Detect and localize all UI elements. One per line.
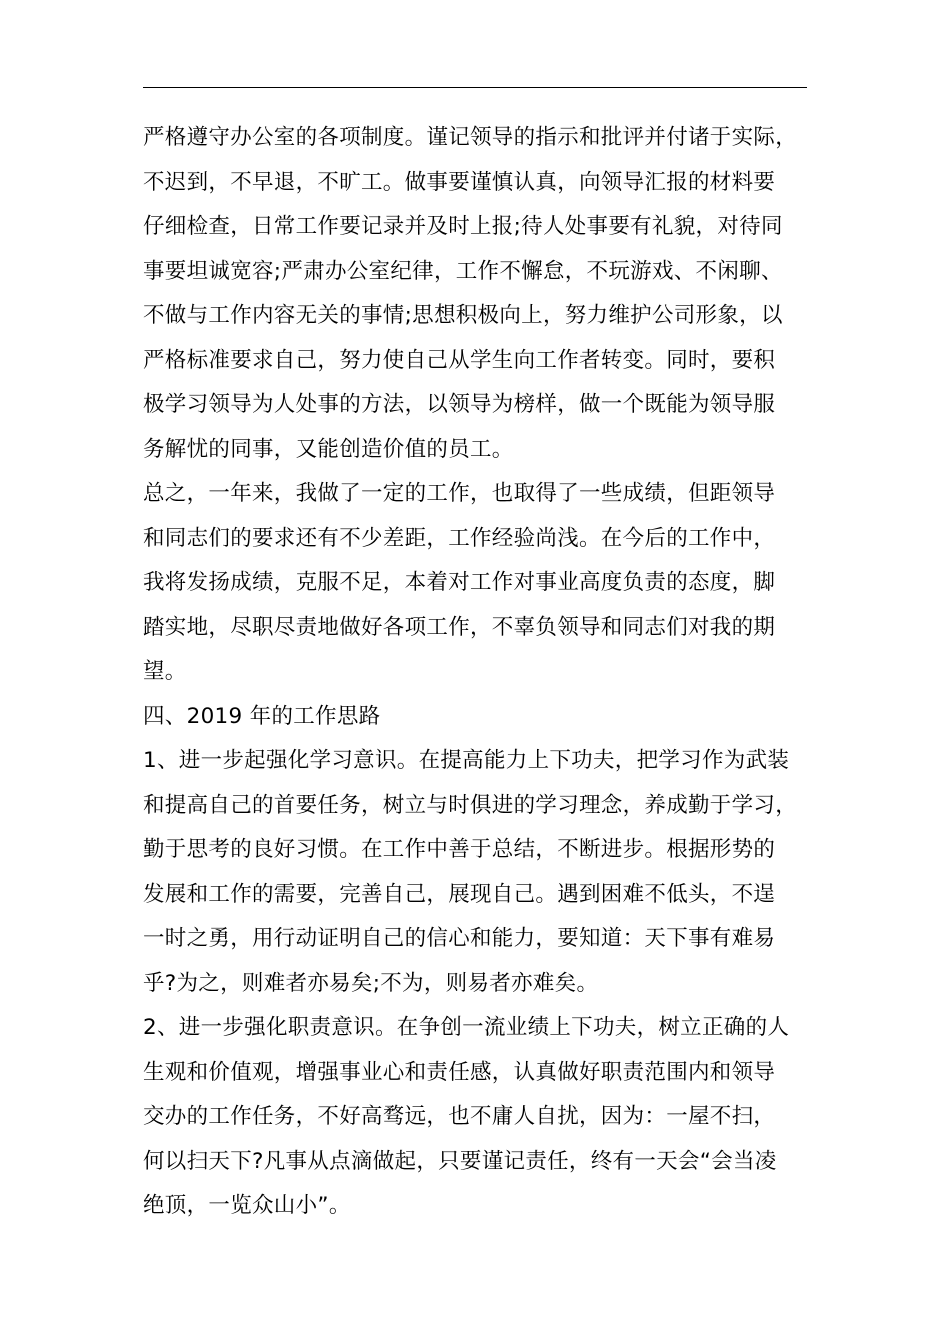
text-line: 严格遵守办公室的各项制度。谨记领导的指示和批评并付诸于实际， (143, 125, 798, 150)
header-rule (143, 87, 807, 88)
document-body (143, 116, 807, 1229)
text-line: 交办的工作任务，不好高骛远，也不庸人自扰，因为：一屋不扫， (143, 1104, 776, 1129)
text-line: 务解忧的同事，又能创造价值的员工。 (143, 436, 514, 462)
text-line: 乎?为之，则难者亦易矣;不为，则易者亦难矣。 (143, 970, 599, 996)
text-line: 不做与工作内容无关的事情;思想积极向上，努力维护公司形象，以 (143, 303, 783, 328)
text-line: 严格标准要求自己，努力使自己从学生向工作者转变。同时，要积 (143, 347, 776, 373)
text-line: 踏实地，尽职尽责地做好各项工作，不辜负领导和同志们对我的期 (143, 614, 776, 640)
text-line: 不迟到，不早退，不旷工。做事要谨慎认真，向领导汇报的材料要 (143, 169, 776, 195)
text-line: 仔细检查，日常工作要记录并及时上报;待人处事要有礼貌，对待同 (143, 214, 783, 239)
text-line: 生观和价值观，增强事业心和责任感，认真做好职责范围内和领导 (143, 1059, 776, 1085)
text-line: 一时之勇，用行动证明自己的信心和能力，要知道：天下事有难易 (143, 926, 776, 951)
text-line: 总之，一年来，我做了一定的工作，也取得了一些成绩，但距领导 (143, 481, 776, 506)
text-line: 和同志们的要求还有不少差距，工作经验尚浅。在今后的工作中， (143, 525, 776, 551)
text-line: 绝顶，一览众山小”。 (143, 1193, 351, 1218)
text-line: 极学习领导为人处事的方法，以领导为榜样，做一个既能为领导服 (143, 392, 776, 417)
section-heading: 四、2019 年的工作思路 (143, 703, 381, 729)
text-line: 和提高自己的首要任务，树立与时俱进的学习理念，养成勤于学习， (143, 792, 798, 818)
text-line: 发展和工作的需要，完善自己，展现自己。遇到困难不低头，不逞 (143, 881, 776, 907)
text-line: 我将发扬成绩，克服不足，本着对工作对事业高度负责的态度，脚 (143, 570, 776, 595)
text-line: 何以扫天下?凡事从点滴做起，只要谨记责任，终有一天会“会当凌 (143, 1148, 777, 1174)
text-line: 2、进一步强化职责意识。在争创一流业绩上下功夫，树立正确的人 (143, 1015, 790, 1040)
text-line: 勤于思考的良好习惯。在工作中善于总结，不断进步。根据形势的 (143, 837, 776, 862)
text-line: 事要坦诚宽容;严肃办公室纪律，工作不懈怠，不玩游戏、不闲聊、 (143, 258, 783, 284)
text-line: 望。 (143, 659, 187, 684)
text-line: 1、进一步起强化学习意识。在提高能力上下功夫，把学习作为武装 (143, 748, 790, 773)
